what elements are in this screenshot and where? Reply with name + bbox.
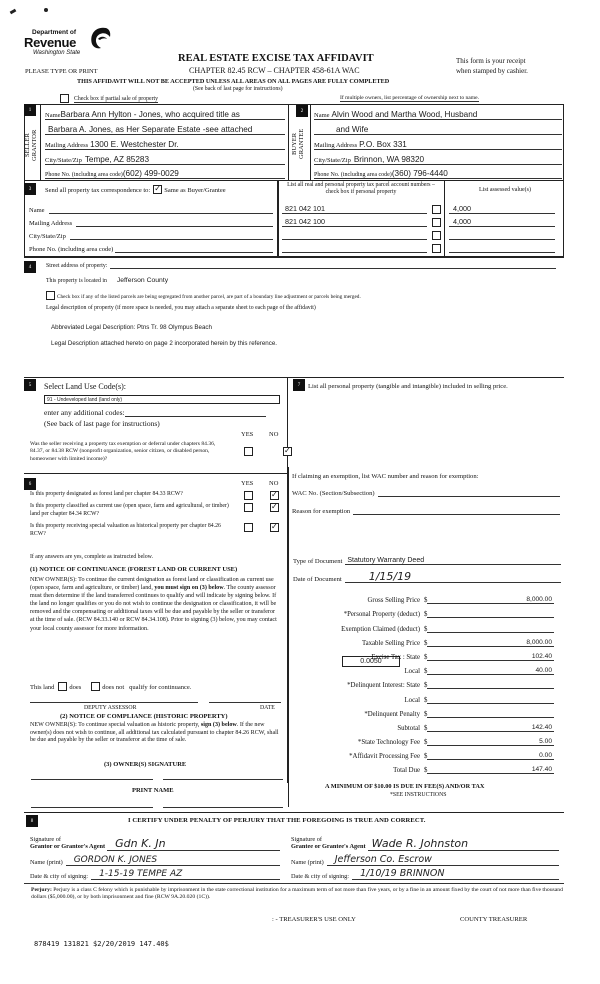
correspondence-address-label: Mailing Address (29, 220, 73, 227)
print-name-line-2[interactable] (163, 807, 283, 808)
amount-label: Local (404, 696, 420, 704)
parcel-row (282, 214, 562, 227)
notice2-bold: sign (3) below (200, 722, 237, 728)
amount-row (290, 704, 562, 718)
currency-sign: $ (424, 724, 428, 732)
buyer-name-value-2: and Wife (336, 125, 369, 134)
segregated-label: Check box if any of the listed parcels are being segregated from another parcel, are part of a boundary line adjustment or parcels being merged. (57, 294, 361, 300)
reason-exemption-label: Reason for exemption (292, 508, 351, 515)
grantor-name-field[interactable] (30, 851, 280, 866)
designation-question (30, 523, 286, 538)
amount-row (290, 675, 562, 689)
receipt-note-1: This form is your receipt (456, 57, 526, 65)
print-name-line-1[interactable] (31, 807, 153, 808)
exemption-yes-checkbox[interactable] (244, 447, 253, 456)
section-2-buyer (288, 104, 564, 181)
perjury-notice (31, 887, 565, 902)
grantee-date-label: Date & city of signing: (291, 873, 350, 880)
section5-no-header: NO (269, 431, 279, 438)
amount-value[interactable] (427, 717, 554, 718)
additional-codes-label: enter any additional codes: (44, 408, 125, 417)
section-number-2: 2 (296, 105, 308, 117)
seller-address-label: Mailing Address (45, 142, 89, 149)
segregated-checkbox[interactable] (46, 291, 55, 300)
amount-row (290, 633, 562, 647)
if-yes-note: If any answers are yes, complete as instructed below. (30, 554, 153, 560)
designation-no-checkbox[interactable] (270, 503, 279, 512)
currency-sign: $ (424, 739, 428, 747)
currency-sign: $ (424, 696, 428, 704)
correspondence-phone-field[interactable] (29, 240, 273, 253)
buyer-city-field[interactable] (314, 150, 562, 165)
buyer-address-field[interactable] (314, 135, 562, 150)
perjury-bold: Perjury: (31, 887, 52, 893)
buyer-name-field[interactable] (314, 107, 562, 120)
street-address-label: Street address of property: (46, 263, 108, 269)
see-instructions: *SEE INSTRUCTIONS (390, 792, 447, 798)
parcel-number[interactable] (282, 229, 427, 240)
notice1-text-b: . The county assessor must then determine if the land transferred continues to qualify and will indicate by signing below. If the land no longer qualifies or you do not wish to continue the designation or classification, it will be removed and the compensating or additional taxes will be due and payable by the seller or transferor at the time of sale. (RCW 84.33.140 or RCW 84.34.108). Prior to signing (3) below, you may contact your local county assessor for more information. (30, 585, 277, 632)
does-not-label: does not (102, 684, 125, 691)
personal-property-checkbox[interactable] (432, 218, 441, 227)
section-1-seller (24, 104, 288, 181)
multiple-owners-note: If multiple owners, list percentage of ownership next to name. (340, 95, 480, 101)
warning-line: THIS AFFIDAVIT WILL NOT BE ACCEPTED UNLESS ALL AREAS ON ALL PAGES ARE FULLY COMPLETED (77, 78, 390, 85)
same-as-buyer-label: Same as Buyer/Grantee (164, 187, 226, 194)
notice-continuance-title: (1) NOTICE OF CONTINUANCE (FOREST LAND OR CURRENT USE) (30, 566, 238, 573)
parcel-row (282, 227, 562, 240)
section-4-property (24, 257, 564, 347)
grantee-name-field[interactable] (291, 851, 559, 866)
grantor-name: GORDON K. JONES (66, 855, 280, 866)
document-date-label: Date of Document (293, 576, 342, 583)
county-treasurer: COUNTY TREASURER (460, 916, 528, 923)
seller-phone-value: (602) 499-0029 (122, 169, 179, 178)
section6-no-header: NO (269, 480, 279, 487)
grantor-signature-field[interactable] (30, 831, 280, 851)
amount-label: Local (404, 668, 420, 676)
grantor-sig-label-1: Signature of (30, 836, 61, 844)
amount-row (290, 661, 562, 675)
amount-row (290, 689, 562, 703)
document-date-value: 1/15/19 (345, 571, 561, 583)
parcel-number[interactable] (282, 242, 427, 253)
amount-value[interactable]: 147.40 (427, 766, 554, 774)
qualify-label: qualify for continuance. (129, 684, 192, 691)
personal-property-checkbox[interactable] (432, 231, 441, 240)
correspondence-address-field[interactable] (29, 214, 273, 227)
parcel-number[interactable]: 821 042 100 (282, 216, 427, 227)
dor-swoosh-logo-icon (86, 26, 112, 50)
land-use-label: Select Land Use Code(s): (44, 382, 126, 391)
currency-sign: $ (424, 668, 428, 676)
amount-row (290, 590, 562, 604)
buyer-city-label: City/State/Zip (314, 157, 351, 164)
legal-attached: Legal Description attached hereto on page 2 incorporated herein by this reference. (51, 340, 277, 347)
seller-name-value-2: Barbara A. Jones, as Her Separate Estate -see attached (48, 125, 253, 134)
grantor-date-field[interactable] (30, 866, 280, 880)
grantor-date: 1-15-19 TEMPE AZ (91, 869, 280, 880)
designation-yes-checkbox[interactable] (244, 491, 253, 500)
segregated-checkbox-row[interactable] (46, 291, 361, 300)
owner-signature-label: (3) OWNER(S) SIGNATURE (104, 761, 187, 768)
designation-question-text: Is this property designated as forest land per chapter 84.33 RCW? (30, 491, 183, 497)
assessed-value[interactable] (449, 242, 555, 253)
located-in-label: This property is located in (46, 278, 107, 284)
specks (10, 9, 17, 15)
please-type: PLEASE TYPE OR PRINT (25, 68, 98, 75)
document-type-value: Statutory Warranty Deed (345, 557, 561, 565)
grantee-date: 1/10/19 BRINNON (352, 868, 559, 880)
assessor-date-line[interactable] (209, 702, 281, 703)
seller-name-value-1: Barbara Ann Hylton - Jones, who acquired title as (60, 110, 240, 119)
currency-sign: $ (424, 753, 428, 761)
grantor-name-label: Name (print) (30, 859, 63, 866)
amount-row (290, 746, 562, 760)
deputy-assessor-label: DEPUTY ASSESSOR (84, 705, 137, 711)
assessed-value[interactable] (449, 229, 555, 240)
notice2-text-b: . If the new owner(s) does not wish to continue, all additional tax calculated pursuant to chapter 84.26 RCW, shall be due and payable by the seller or transferor at the time of sale. (30, 722, 279, 744)
does-not-checkbox[interactable] (91, 682, 100, 691)
notice1-bold: you must sign on (3) below (154, 585, 224, 592)
treasurer-use-only: : - TREASURER'S USE ONLY (272, 916, 356, 923)
form-title: REAL ESTATE EXCISE TAX AFFIDAVIT (178, 53, 374, 64)
reason-exemption-field[interactable] (292, 507, 560, 515)
assessed-header: List assessed value(s) (479, 187, 531, 193)
correspondence-city-label: City/State/Zip (29, 233, 66, 240)
amount-label: *State Technology Fee (357, 739, 420, 747)
seller-city-field[interactable] (45, 150, 285, 165)
correspondence-name-label: Name (29, 207, 45, 214)
reason-exemption-value (353, 507, 560, 515)
grantee-signature-field[interactable] (291, 831, 559, 851)
does-label: does (69, 684, 82, 691)
parcel-row (282, 240, 562, 253)
amount-value[interactable]: 142.40 (427, 724, 554, 732)
assessed-value[interactable]: 4,000 (449, 203, 555, 214)
amount-value[interactable] (427, 632, 554, 633)
certify-statement: I CERTIFY UNDER PENALTY OF PERJURY THAT THE FOREGOING IS TRUE AND CORRECT. (128, 817, 426, 824)
amount-label: *Delinquent Interest: State (347, 682, 420, 690)
seller-name-field[interactable] (45, 107, 285, 120)
buyer-name-field-2[interactable] (314, 120, 562, 135)
currency-sign: $ (424, 767, 428, 775)
designation-yes-checkbox[interactable] (244, 503, 253, 512)
additional-codes-field[interactable] (44, 408, 266, 417)
section-number-3: 3 (24, 183, 36, 195)
abbreviated-legal: Abbreviated Legal Description: Ptns Tr. 98 Olympus Beach (51, 324, 212, 331)
grantee-signature-block (291, 831, 559, 880)
partial-sale-checkbox[interactable] (60, 94, 69, 103)
parcel-number[interactable]: 821 042 101 (282, 203, 427, 214)
amount-label: *Personal Property (deduct) (343, 611, 420, 619)
notice-continuance-text (30, 576, 280, 633)
notice2-text-a: NEW OWNER(S): To continue special valuation as historic property, (30, 722, 200, 728)
grantee-sig-label-2: Grantee or Grantee's Agent (291, 843, 366, 851)
amount-row (290, 760, 562, 774)
amount-label: Taxable Selling Price (361, 639, 420, 647)
deputy-assessor-signature-line[interactable] (30, 702, 198, 703)
seller-phone-field[interactable] (45, 165, 285, 179)
section-number-1: 1 (24, 104, 36, 116)
amount-value[interactable]: 0.00 (427, 752, 554, 760)
print-name-label: PRINT NAME (132, 787, 174, 794)
specks (44, 8, 48, 12)
logo-dept: Department of (32, 29, 77, 36)
section-7-personal-property (288, 377, 564, 467)
date-label: DATE (260, 705, 275, 711)
receipt-note-2: when stamped by cashier. (456, 67, 528, 75)
same-as-buyer-checkbox[interactable] (153, 185, 162, 194)
seller-address-value: 1300 E. Westchester Dr. (90, 140, 179, 149)
amount-value[interactable] (427, 688, 554, 689)
seller-city-label: City/State/Zip (45, 157, 82, 164)
grantee-signature: Wade R. Johnston (368, 838, 559, 851)
currency-sign: $ (424, 597, 428, 605)
legal-description-label: Legal description of property (if more space is needed, you may attach a separate sheet to each page of the affidavit) (46, 305, 316, 311)
section-6-designation (24, 473, 288, 783)
grantor-sig-label-2: Grantor or Grantor's Agent (30, 843, 106, 851)
personal-property-checkbox[interactable] (432, 244, 441, 253)
buyer-address-label: Mailing Address (314, 142, 358, 149)
amount-label: *Affidavit Processing Fee (349, 753, 420, 761)
correspondence-name-field[interactable] (29, 201, 273, 214)
logo-state: Washington State (33, 50, 81, 56)
amount-label: Subtotal (397, 724, 420, 732)
section-number-8: 8 (26, 815, 38, 827)
designation-question (30, 491, 286, 499)
amount-value[interactable] (427, 617, 554, 618)
wac-number-field[interactable] (292, 489, 560, 497)
currency-sign: $ (424, 639, 428, 647)
document-type-field[interactable] (293, 557, 561, 565)
personal-property-label: List all personal property (tangible and intangible) included in selling price. (308, 383, 508, 390)
buyer-phone-field[interactable] (314, 165, 562, 179)
logo-revenue: Revenue (24, 35, 77, 50)
land-use-select[interactable]: 91 - Undeveloped land (land only) (44, 395, 280, 404)
cashier-stamp: 878419 131821 $2/20/2019 147.40$ (34, 940, 169, 948)
section6-yes-header: YES (241, 480, 254, 487)
amount-label: Excise Tax : State (371, 653, 420, 661)
amount-value[interactable]: 40.00 (427, 667, 554, 675)
section-3-correspondence (24, 181, 278, 257)
grantor-signature-block (30, 831, 280, 880)
dor-logo (22, 26, 122, 58)
grantee-name: Jefferson Co. Escrow (327, 854, 559, 866)
designation-question-text: Is this property receiving special valuation as historical property per chapter 84.26 RCW? (30, 523, 221, 537)
grantor-date-label: Date & city of signing: (30, 873, 89, 880)
designation-no-checkbox[interactable] (270, 523, 279, 532)
currency-sign: $ (424, 653, 428, 661)
currency-sign: $ (424, 682, 428, 690)
notice-compliance-title: (2) NOTICE OF COMPLIANCE (HISTORIC PROPERTY) (60, 713, 228, 720)
amount-label: *Delinquent Penalty (364, 710, 420, 718)
buyer-name-value-1: Alvin Wood and Martha Wood, Husband (331, 110, 478, 119)
wac-number-label: WAC No. (Section/Subsection) (292, 490, 375, 497)
amount-rows (290, 590, 562, 774)
partial-sale-checkbox-row[interactable] (60, 94, 158, 103)
seller-phone-label: Phone No. (including area code) (45, 172, 123, 178)
seller-city-value: Tempe, AZ 85283 (84, 155, 150, 164)
amount-row (290, 618, 562, 632)
this-land-label: This land (30, 684, 55, 691)
section-5-land-use (24, 377, 288, 473)
section-number-6: 6 (24, 478, 36, 490)
amount-label: Exemption Claimed (deduct) (341, 625, 420, 633)
personal-property-checkbox[interactable] (432, 205, 441, 214)
minimum-note: A MINIMUM OF $10.00 IS DUE IN FEE(S) AND/OR TAX (325, 783, 485, 790)
buyer-grantee-label: BUYER GRANTEE (291, 128, 305, 160)
designation-yes-checkbox[interactable] (244, 523, 253, 532)
buyer-phone-label: Phone No. (including area code) (314, 172, 392, 178)
amount-row (290, 647, 562, 661)
designation-question-text: Is this property classified as current use (open space, farm and agricultural, or timber) land per chapter 84.34 RCW? (30, 503, 229, 517)
section-number-5: 5 (24, 379, 36, 391)
notice1-text-a: NEW OWNER(S): To continue the current designation as forest land or classification as current use (open space, farm and agriculture, or timber) land, (30, 577, 274, 592)
parcel-rows (282, 201, 562, 253)
section-number-7: 7 (293, 379, 305, 391)
amount-label: Gross Selling Price (367, 597, 420, 605)
parcels-table (278, 181, 564, 257)
local-rate-box[interactable]: 0.0050 (342, 656, 400, 667)
buyer-phone-value: (360) 796-4440 (391, 169, 448, 178)
exemption-label: If claiming an exemption, list WAC number and reason for exemption: (292, 473, 479, 480)
document-date-field[interactable] (293, 571, 561, 583)
grantee-sig-label-1: Signature of (291, 836, 322, 844)
grantee-name-label: Name (print) (291, 859, 324, 866)
grantor-signature: Gdn K. Jn (107, 838, 280, 851)
owner-signature-line-1[interactable] (31, 779, 153, 780)
seller-grantor-label: SELLER GRANTOR (24, 129, 38, 161)
street-address-field[interactable] (46, 263, 556, 269)
section5-see-back: (See back of last page for instructions) (44, 419, 160, 428)
seller-name-label: Name (45, 112, 61, 119)
wac-number-value (378, 489, 560, 497)
amount-value[interactable]: 102.40 (427, 653, 554, 661)
notice-compliance-text (30, 722, 280, 745)
does-checkbox[interactable] (58, 682, 67, 691)
grantee-date-field[interactable] (291, 866, 559, 880)
seller-name-field-2[interactable] (45, 120, 285, 135)
designation-question (30, 503, 286, 518)
section5-yes-header: YES (241, 431, 254, 438)
amount-row (290, 732, 562, 746)
chapter-line: CHAPTER 82.45 RCW – CHAPTER 458-61A WAC (189, 66, 360, 75)
designation-no-checkbox[interactable] (270, 491, 279, 500)
amount-label: Total Due (393, 767, 420, 775)
document-type-label: Type of Document (293, 558, 343, 565)
send-correspondence-label: Send all property tax correspondence to: (45, 187, 151, 194)
amount-value[interactable]: 8,000.00 (427, 639, 554, 647)
exemption-question: Was the seller receiving a property tax exemption or deferral under chapters 84.36, 84.37, or 84.38 RCW (nonprofit organization, senior citizen, or disabled person, homeowner with limited income)? (30, 441, 216, 462)
section-number-4: 4 (24, 261, 36, 273)
currency-sign: $ (424, 611, 428, 619)
amount-row (290, 718, 562, 732)
amount-value[interactable] (427, 703, 554, 704)
amount-value[interactable]: 8,000.00 (427, 596, 554, 604)
amount-value[interactable]: 5.00 (427, 738, 554, 746)
buyer-city-value: Brinnon, WA 98320 (353, 155, 425, 164)
amount-row (290, 604, 562, 618)
currency-sign: $ (424, 625, 428, 633)
located-in-value: Jefferson County (116, 277, 169, 284)
owner-signature-line-2[interactable] (163, 779, 283, 780)
partial-sale-label: Check box if partial sale of property (74, 96, 159, 102)
seller-address-field[interactable] (45, 135, 285, 150)
correspondence-city-field[interactable] (29, 227, 273, 240)
assessed-value[interactable]: 4,000 (449, 216, 555, 227)
see-back-note: (See back of last page for instructions) (193, 86, 283, 92)
buyer-name-label: Name (314, 112, 330, 119)
correspondence-phone-label: Phone No. (including area code) (29, 246, 114, 253)
currency-sign: $ (424, 710, 428, 718)
parcels-header: List all real and personal property tax parcel account numbers – check box if personal property (287, 182, 435, 195)
buyer-address-value: P.O. Box 331 (359, 140, 407, 149)
parcel-row (282, 201, 562, 214)
perjury-text: Perjury is a class C felony which is punishable by imprisonment in the state correctional institution for a maximum term of not more than five years, or by a fine in an amount fixed by the court of not more than five thousand dollars ($5,000.00), or by both imprisonment and fine (RCW 9A.20.020 (1C)). (31, 887, 563, 901)
personal-property-input[interactable] (306, 406, 556, 462)
